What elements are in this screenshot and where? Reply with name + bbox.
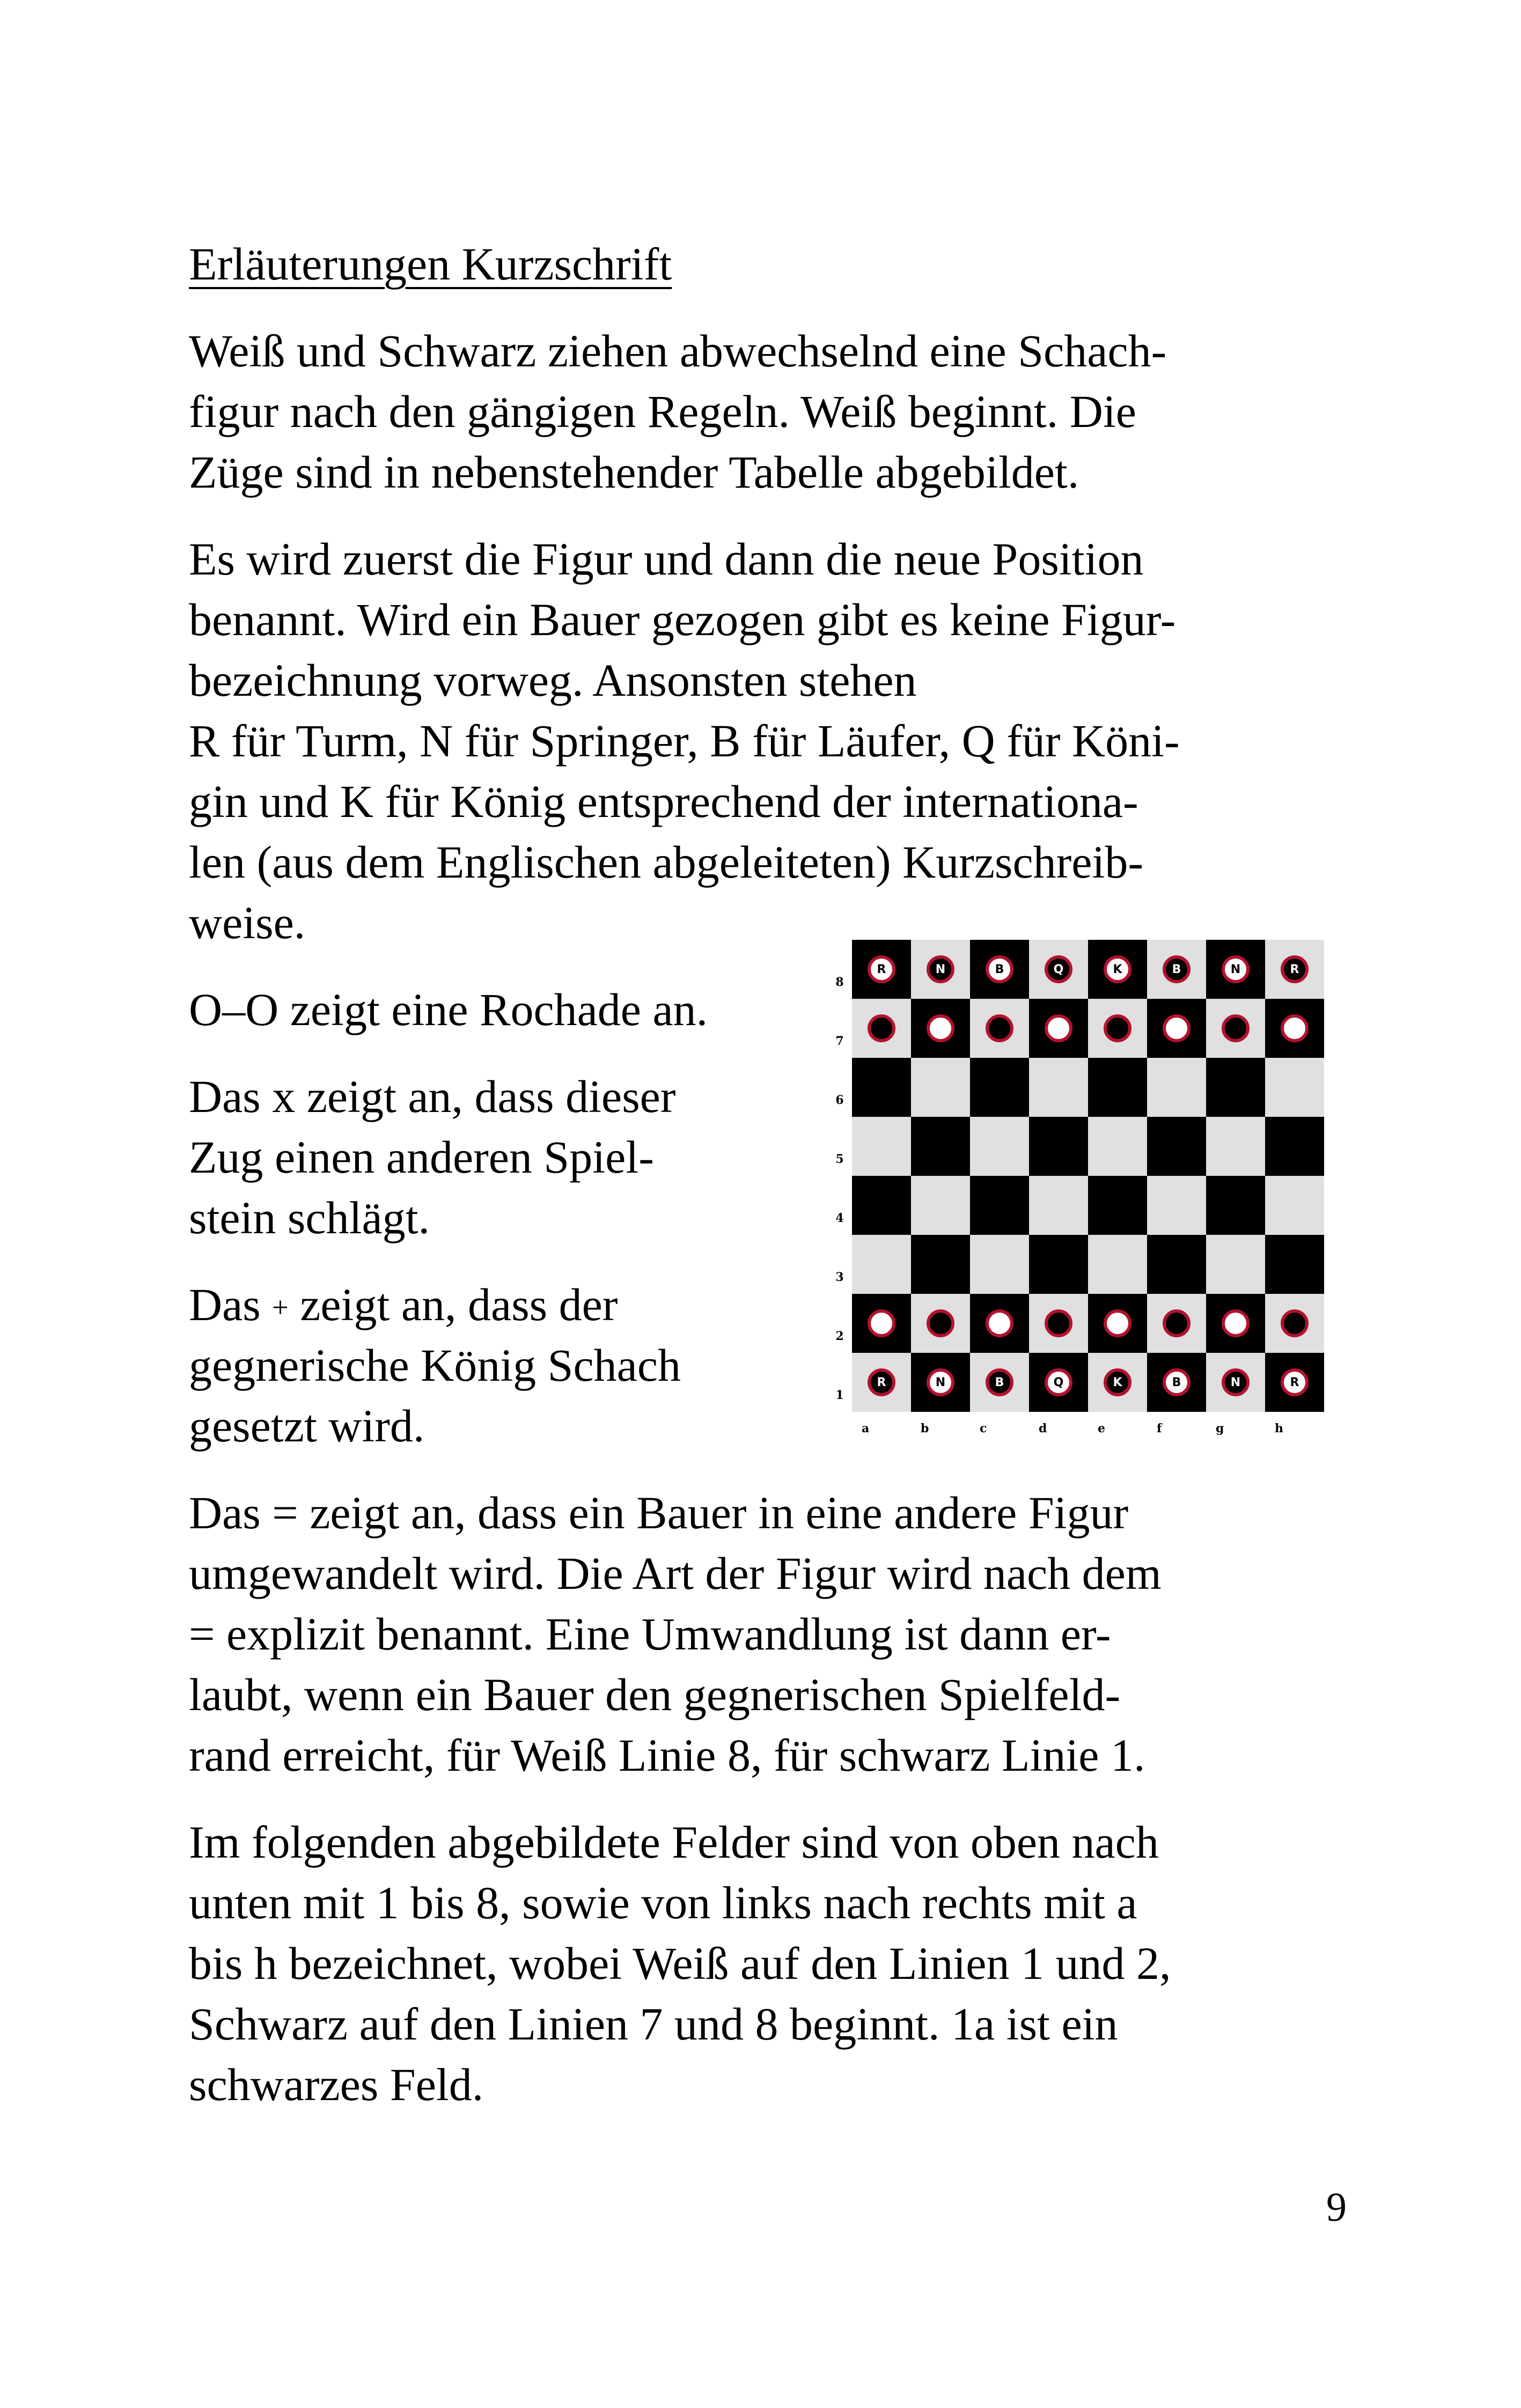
text-line: schwarzes Feld. [189,2059,484,2110]
board-square [1088,940,1147,999]
text-line: benannt. Wird ein Bauer gezogen gibt es keine Figur- [189,594,1176,645]
text-line: gesetzt wird. [189,1400,425,1452]
board-square [852,1294,911,1353]
board-square [1265,1235,1324,1294]
pawn-icon [1163,1014,1191,1042]
text-line: Das x zeigt an, dass dieser [189,1071,676,1122]
rank-label: 5 [835,1152,844,1166]
text-fragment: zeigt an, dass der [300,1279,618,1330]
pawn-icon [1104,1014,1131,1042]
rank-label: 6 [835,1093,844,1107]
text-line: len (aus dem Englischen abgeleiteten) Kurzschreib- [189,836,1143,888]
board-square [1147,1353,1206,1412]
board-square [970,1058,1029,1117]
board-square [1206,999,1265,1058]
text-line: weise. [189,897,306,948]
board-square [1265,1117,1324,1176]
board-square [1206,1176,1265,1235]
text-line: R für Turm, N für Springer, B für Läufer, Q für Köni- [189,715,1180,767]
text-line: Weiß und Schwarz ziehen abwechselnd eine Schach- [189,325,1167,377]
board-square [1088,1353,1147,1412]
piece-r-icon: R [1281,955,1309,983]
board-square [1029,1294,1088,1353]
board-square [1147,999,1206,1058]
text-line: unten mit 1 bis 8, sowie von links nach rechts mit a [189,1877,1137,1928]
board-square [1206,1058,1265,1117]
board-square [1206,1117,1265,1176]
rank-label: 7 [835,1034,844,1048]
board-square [970,1117,1029,1176]
text-line: Im folgenden abgebildete Felder sind von oben nach [189,1816,1159,1868]
text-line: rand erreicht, für Weiß Linie 8, für schwarz Linie 1. [189,1729,1145,1781]
text-line: gin und K für König entsprechend der internationa- [189,776,1138,827]
pawn-icon [868,1014,895,1042]
pawn-icon [986,1014,1013,1042]
board-square [1265,940,1324,999]
text-line: = explizit benannt. Eine Umwandlung ist dann er- [189,1608,1111,1660]
board-square [852,999,911,1058]
board-square [852,1176,911,1235]
board-square [1265,1058,1324,1117]
board-square [970,1294,1029,1353]
piece-n-icon: N [1222,955,1250,983]
board-square [852,1353,911,1412]
piece-b-icon: B [986,955,1013,983]
text-line: bezeichnung vorweg. Ansonsten stehen [189,654,917,706]
file-label: h [1275,1422,1283,1435]
pawn-icon [927,1309,954,1337]
piece-b-icon: B [986,1368,1013,1396]
board-square [911,1117,970,1176]
file-label: a [862,1422,870,1435]
pawn-icon [986,1309,1013,1337]
pawn-icon [1281,1014,1309,1042]
section-heading: Erläuterungen Kurzschrift [189,238,672,290]
text-line: stein schlägt. [189,1192,430,1243]
text-line: Zug einen anderen Spiel- [189,1131,654,1183]
text-line: Züge sind in nebenstehender Tabelle abgebildet. [189,446,1079,498]
file-label: f [1157,1422,1162,1435]
pawn-icon [927,1014,954,1042]
text-fragment: Das [189,1279,261,1330]
text-line: Das = zeigt an, dass ein Bauer in eine andere Figur [189,1487,1129,1538]
piece-r-icon: R [1281,1368,1309,1396]
board-square [1147,1176,1206,1235]
board-square [1088,1058,1147,1117]
piece-r-icon: R [868,955,895,983]
board-square [1265,999,1324,1058]
pawn-icon [868,1309,895,1337]
board-square [1029,940,1088,999]
piece-q-icon: Q [1045,955,1072,983]
file-label: b [921,1422,929,1435]
chess-board [852,940,1324,1412]
board-square [1088,1235,1147,1294]
board-square [1147,1117,1206,1176]
board-square [911,1058,970,1117]
text-line: gegnerische König Schach [189,1339,681,1391]
board-square [1206,1294,1265,1353]
pawn-icon [1222,1014,1250,1042]
board-square [911,1235,970,1294]
board-square [1265,1176,1324,1235]
board-square [970,940,1029,999]
board-square [911,999,970,1058]
rank-label: 2 [835,1329,844,1343]
text-line: Es wird zuerst die Figur und dann die neue Position [189,533,1144,585]
file-labels [852,1423,1324,1439]
board-square [1147,1235,1206,1294]
board-square [1088,1294,1147,1353]
pawn-icon [1045,1014,1072,1042]
board-square [1088,999,1147,1058]
board-square [911,1294,970,1353]
pawn-icon [1104,1309,1131,1337]
board-square [1206,940,1265,999]
text-line: figur nach den gängigen Regeln. Weiß beginnt. Die [189,386,1136,437]
board-square [1029,1235,1088,1294]
board-square [1147,940,1206,999]
board-square [970,1353,1029,1412]
piece-q-icon: Q [1045,1368,1072,1396]
pawn-icon [1163,1309,1191,1337]
board-square [1029,1176,1088,1235]
pawn-icon [1045,1309,1072,1337]
file-label: e [1098,1422,1105,1435]
text-line: Schwarz auf den Linien 7 und 8 beginnt. 1a ist ein [189,1998,1118,2050]
piece-n-icon: N [927,1368,954,1396]
text-line [189,1275,618,1341]
pawn-icon [1222,1309,1250,1337]
rank-labels [832,940,848,1412]
piece-n-icon: N [927,955,954,983]
piece-n-icon: N [1222,1368,1250,1396]
superscript-plus: + [272,1291,289,1323]
text-line: umgewandelt wird. Die Art der Figur wird nach dem [189,1548,1162,1599]
board-square [970,1176,1029,1235]
board-square [1029,1117,1088,1176]
rank-label: 1 [835,1388,844,1402]
text-line: bis h bezeichnet, wobei Weiß auf den Linien 1 und 2, [189,1938,1171,1989]
board-square [1029,999,1088,1058]
pawn-icon [1281,1309,1309,1337]
board-square [852,1117,911,1176]
board-square [1265,1294,1324,1353]
board-square [1265,1353,1324,1412]
text-line: laubt, wenn ein Bauer den gegnerischen Spielfeld- [189,1669,1121,1720]
piece-k-icon: K [1104,1368,1131,1396]
board-square [1088,1176,1147,1235]
board-square [911,1176,970,1235]
piece-b-icon: B [1163,955,1191,983]
rank-label: 4 [835,1211,844,1225]
board-square [911,1353,970,1412]
rank-label: 3 [835,1270,844,1284]
piece-k-icon: K [1104,955,1131,983]
chess-diagram [809,940,1346,1442]
board-square [852,1058,911,1117]
board-square [970,1235,1029,1294]
file-label: g [1216,1422,1224,1435]
piece-b-icon: B [1163,1368,1191,1396]
board-square [1029,1353,1088,1412]
board-square [1147,1294,1206,1353]
board-square [1029,1058,1088,1117]
board-square [1206,1353,1265,1412]
page-number: 9 [1326,2185,1347,2230]
rank-label: 8 [835,975,844,989]
board-square [970,999,1029,1058]
text-line: O–O zeigt eine Rochade an. [189,984,708,1035]
board-square [911,940,970,999]
board-square [1206,1235,1265,1294]
board-square [852,1235,911,1294]
piece-r-icon: R [868,1368,895,1396]
board-square [852,940,911,999]
file-label: c [980,1422,987,1435]
board-square [1088,1117,1147,1176]
file-label: d [1039,1422,1047,1435]
board-square [1147,1058,1206,1117]
